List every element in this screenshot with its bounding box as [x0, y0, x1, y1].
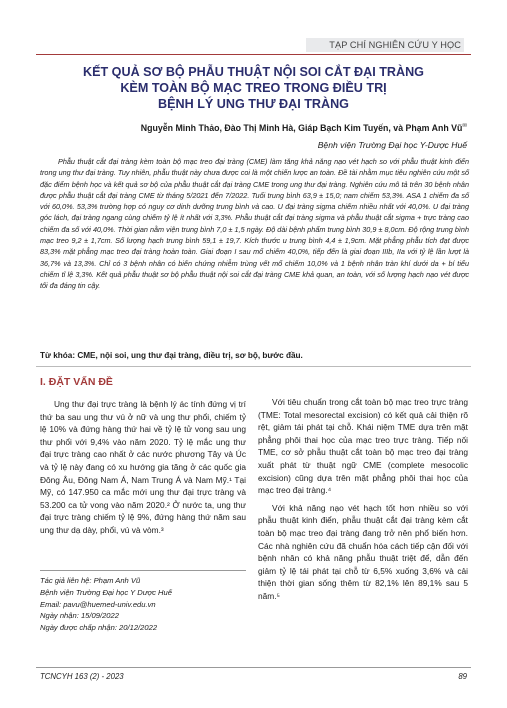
article-title: [40, 64, 467, 112]
title-line: KÈM TOÀN BỘ MẠC TREO TRONG ĐIỀU TRỊ: [120, 81, 387, 95]
body-paragraph: Với tiêu chuẩn trong cắt toàn bộ mạc treo trực tràng (TME: Total mesorectal excision) có kết quả cải thiện rõ rệt, giảm tái phát tại chỗ. Khái niệm TME dựa trên mặt phẳng phôi thai học của mạc treo trực tràng. Tiếp nối TME, cơ sở phẫu thuật cắt toàn bộ mạc treo đại tràng xuất phát từ thuật ngữ CME (complete mesocolic excision) cũng dựa trên mặt phẳng phôi thai học của mạc treo đại tràng.⁴: [258, 397, 468, 496]
footer-journal-issue: TCNCYH 163 (2) - 2023: [40, 672, 124, 681]
mail-icon: ✉: [462, 123, 467, 130]
left-column: [40, 398, 246, 542]
note-line: Ngày nhận: 15/09/2022: [40, 611, 119, 621]
section-heading: I. ĐẶT VẤN ĐỀ: [40, 376, 113, 388]
author-list: [40, 123, 467, 133]
title-line: KẾT QUẢ SƠ BỘ PHẪU THUẬT NỘI SOI CẮT ĐẠI TRÀNG: [83, 65, 424, 79]
footer-rule: [36, 667, 471, 668]
body-paragraph: Ung thư đại trực tràng là bệnh lý ác tính đứng vị trí thứ ba sau ung thư vú ở nữ và ung thư phổi, chiếm tỷ lệ 10% và đứng hàng thứ hai về tỷ lệ tử vong sau ung thư phổi với 9,4% vào năm 2020. Tỷ lệ mắc ung thư đại trực tràng cao nhất ở các nước phương Tây và Úc và tỷ lệ này đang có xu hướng gia tăng ở các quốc gia Đông Âu, Đông Nam Á, Nam Trung Á và Nam Mỹ.¹ Tại Mỹ, có 147.950 ca mắc mới ung thư đại trực tràng và 53.200 ca tử vong vào năm 2020.² Ở nước ta, ung thư đại trực tràng chiếm tỷ lệ 9%, đứng hàng thứ năm sau ung thư dạ dày, phổi, vú và vòm.³: [40, 399, 246, 535]
page-number: 89: [458, 672, 467, 681]
note-line: Bệnh viện Trường Đại học Y Dược Huế: [40, 587, 172, 597]
header-rule: [36, 54, 471, 55]
note-line: Email: pavu@huemed-univ.edu.vn: [40, 599, 156, 609]
keywords: Từ khóa: CME, nội soi, ung thư đại tràng, điều trị, sơ bộ, bước đầu.: [40, 351, 303, 360]
footnote-rule: [40, 570, 246, 571]
body-paragraph: Với khả năng nạo vét hạch tốt hơn nhiều so với phẫu thuật kinh điển, phẫu thuật cắt đại tràng kèm cắt toàn bộ mạc treo đại tràng đang trở nên phổ biến hơn. Các nhà nghiên cứu đã chuẩn hóa cách tiếp cận đối với bệnh nhân có khả năng phẫu thuật triệt để, dẫn đến giảm tỷ lệ tái phát tại chỗ từ 6,5% xuống 3,6% và cải thiện thời gian sống thêm từ 82,1% lên 89,1% sau 5 năm.⁵: [258, 502, 468, 601]
note-line: Tác giả liên hệ: Phạm Anh Vũ: [40, 576, 141, 585]
right-column: [258, 396, 468, 608]
affiliation: Bệnh viện Trường Đại học Y-Dược Huế: [317, 140, 467, 150]
correspondence-notes: [40, 575, 246, 634]
abstract: Phẫu thuật cắt đại tràng kèm toàn bộ mạc treo đại tràng (CME) làm tăng khả năng nạo vét hạch so với phẫu thuật kinh điển trong ung thư đại tràng. Tuy nhiên, phẫu thuật này chưa được coi là một chiến lược an toàn. Đề tài nhằm mục tiêu nghiên cứu một số đặc điểm bệnh học và kết quả sơ bộ của phẫu thuật cắt đại tràng CME trong ung thư đại tràng. Nghiên cứu mô tả trên 30 bệnh nhân được phẫu thuật cắt đại tràng CME từ tháng 5/2021 đến 7/2022. Tuổi trung bình 63,9 ± 15,0; nam chiếm 53,3%. ASA 1 chiếm đa số với 60,0%. 53,3% trường hợp có nguy cơ dinh dưỡng trung bình và cao. U đại tràng sigma chiếm nhiều nhất với 40,0%. U đại tràng góc lách, đại tràng ngang cùng chiếm tỷ lệ ít nhất với 3,3%. Phẫu thuật cắt đại tràng sigma và phẫu thuật cắt sigma + trực tràng cao chiếm đa số với 40,0%. Thời gian nằm viện trung bình 7,0 ± 1,5 ngày. Độ dài bệnh phẩm trung bình 30,9 ± 8,0cm. Độ rộng trung bình mạc treo 9,2 ± 1,7cm. Số lượng hạch trung bình 59,1 ± 19,7. Kích thước u trung bình 4,4 ± 1,9cm. Mặt phẳng phẫu tích đạt được 83,3% mặt phẳng mạc treo đại tràng hoàn toàn. Giai đoạn I sau mổ chiếm 40,0%, tiếp đến là giai đoạn IIIb, IIa với tỷ lệ lần lượt là 36,7% và 13,3%. Chỉ có 3 bệnh nhân có biến chứng nhiễm trùng vết mổ chiếm 10,0% và 1 bệnh nhân tràn khí dưới da + bí tiểu chiếm tỉ lệ 3,3%. Kết quả phẫu thuật sơ bộ phẫu thuật nội soi cắt đại tràng CME khả quan, an toàn, với số lượng hạch nạo vét được tối đa đáng tin cậy.: [40, 157, 469, 291]
keywords-rule: [36, 366, 471, 367]
journal-name: TẠP CHÍ NGHIÊN CỨU Y HỌC: [329, 40, 461, 50]
note-line: Ngày được chấp nhận: 20/12/2022: [40, 623, 158, 633]
title-line: BỆNH LÝ UNG THƯ ĐẠI TRÀNG: [158, 97, 349, 111]
author-names: Nguyễn Minh Thảo, Đào Thị Minh Hà, Giáp Bạch Kim Tuyến, và Phạm Anh Vũ: [140, 123, 463, 133]
